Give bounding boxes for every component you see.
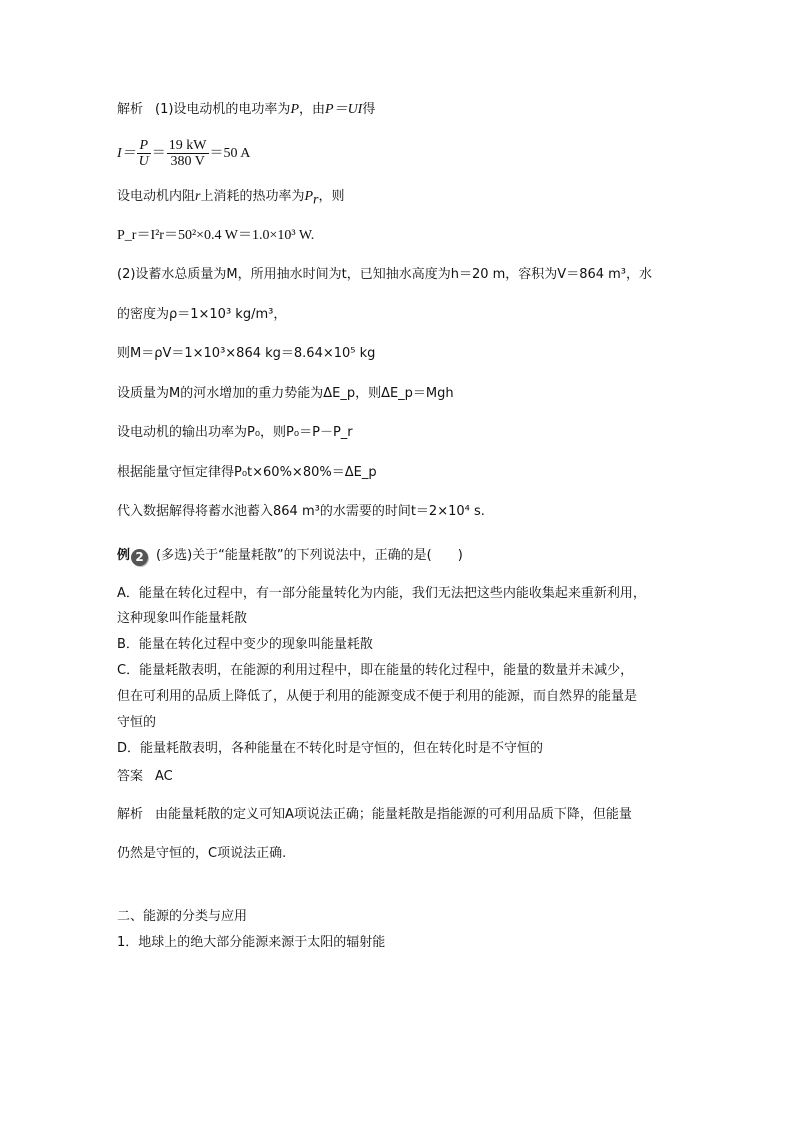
solution-line-7: 则M＝ρV＝1×10³×864 kg＝8.64×10⁵ kg [117,346,376,361]
eq-sign: ＝ [151,146,166,161]
section-item-1: 1．地球上的绝大部分能源来源于太阳的辐射能 [117,935,386,950]
solution-line-5: (2)设蓄水总质量为M，所用抽水时间为t，已知抽水高度为h＝20 m，容积为V＝864 m³，水 [117,267,653,282]
frac-num: P [137,138,151,154]
solution-text-mid: 上消耗的热功率为 [200,189,305,204]
eq-lhs: I＝ [117,146,136,161]
solution-line-3 [117,188,345,206]
solution-text-end: 得 [362,102,376,117]
current-equation [117,138,250,169]
solution-line-6: 的密度为ρ＝1×10³ kg/m³， [117,307,287,322]
formula-p-ui: P＝UI [325,102,363,117]
answer-line [117,768,173,786]
option-c-line-2: 但在可利用的品质上降低了，从便于利用的能源变成不便于利用的能源，而自然界的能量是 [117,689,638,704]
example-label: 例 [117,548,131,563]
example-question [117,547,463,566]
analysis-label: 解析 [117,807,144,822]
fraction-values [167,138,209,169]
option-a-line-1: A．能量在转化过程中，有一部分能量转化为内能，我们无法把这些内能收集起来重新利用， [117,586,646,601]
solution-line-1 [117,101,375,119]
fraction-p-over-u [137,138,151,169]
frac-den: U [138,154,149,169]
solution-text: 设电动机内阻 [117,189,196,204]
frac-num-value: 19 kW [168,138,207,153]
answer-value: AC [155,769,173,784]
analysis-text: 由能量耗散的定义可知A项说法正确；能量耗散是指能源的可利用品质下降，但能量 [155,807,632,822]
solution-line-10: 根据能量守恒定律得P₀t×60%×80%＝ΔE_p [117,465,377,480]
example-number-badge: 2 [131,549,148,566]
eq-result: ＝50 A [209,146,251,161]
solution-line-11: 代入数据解得将蓄水池蓄入864 m³的水需要的时间t＝2×10⁴ s. [117,504,485,519]
solution-text: (1)设电动机的电功率为 [155,102,291,117]
var-p: P [290,102,299,117]
section-heading: 二、能源的分类与应用 [117,909,248,924]
analysis-line-2: 仍然是守恒的，C项说法正确. [117,846,287,861]
solution-text-mid: ，由 [299,102,326,117]
var-r: r [195,189,201,204]
option-c-line-3: 守恒的 [117,715,157,730]
solution-line-9: 设电动机的输出功率为P₀，则P₀＝P－P_r [117,425,353,440]
option-d: D．能量耗散表明，各种能量在不转化时是守恒的，但在转化时是不守恒的 [117,741,544,756]
option-b: B．能量在转化过程中变少的现象叫能量耗散 [117,637,373,652]
solution-text-end: ，则 [318,189,345,204]
solution-label: 解析 [117,102,144,117]
answer-label: 答案 [117,769,144,784]
frac-den-value: 380 V [170,154,205,169]
var-pr-sub: r [313,192,319,208]
option-c-line-1: C．能量耗散表明，在能源的利用过程中，即在能量的转化过程中，能量的数量并未减少， [117,663,634,678]
var-pr: P [304,189,314,204]
analysis-line-1 [117,806,632,824]
heat-power-equation: P_r＝I²r＝50²×0.4 W＝1.0×10³ W. [117,228,315,243]
question-text: (多选)关于“能量耗散”的下列说法中，正确的是( ) [156,548,463,563]
solution-line-8: 设质量为M的河水增加的重力势能为ΔE_p，则ΔE_p＝Mgh [117,386,454,401]
option-a-line-2: 这种现象叫作能量耗散 [117,611,248,626]
